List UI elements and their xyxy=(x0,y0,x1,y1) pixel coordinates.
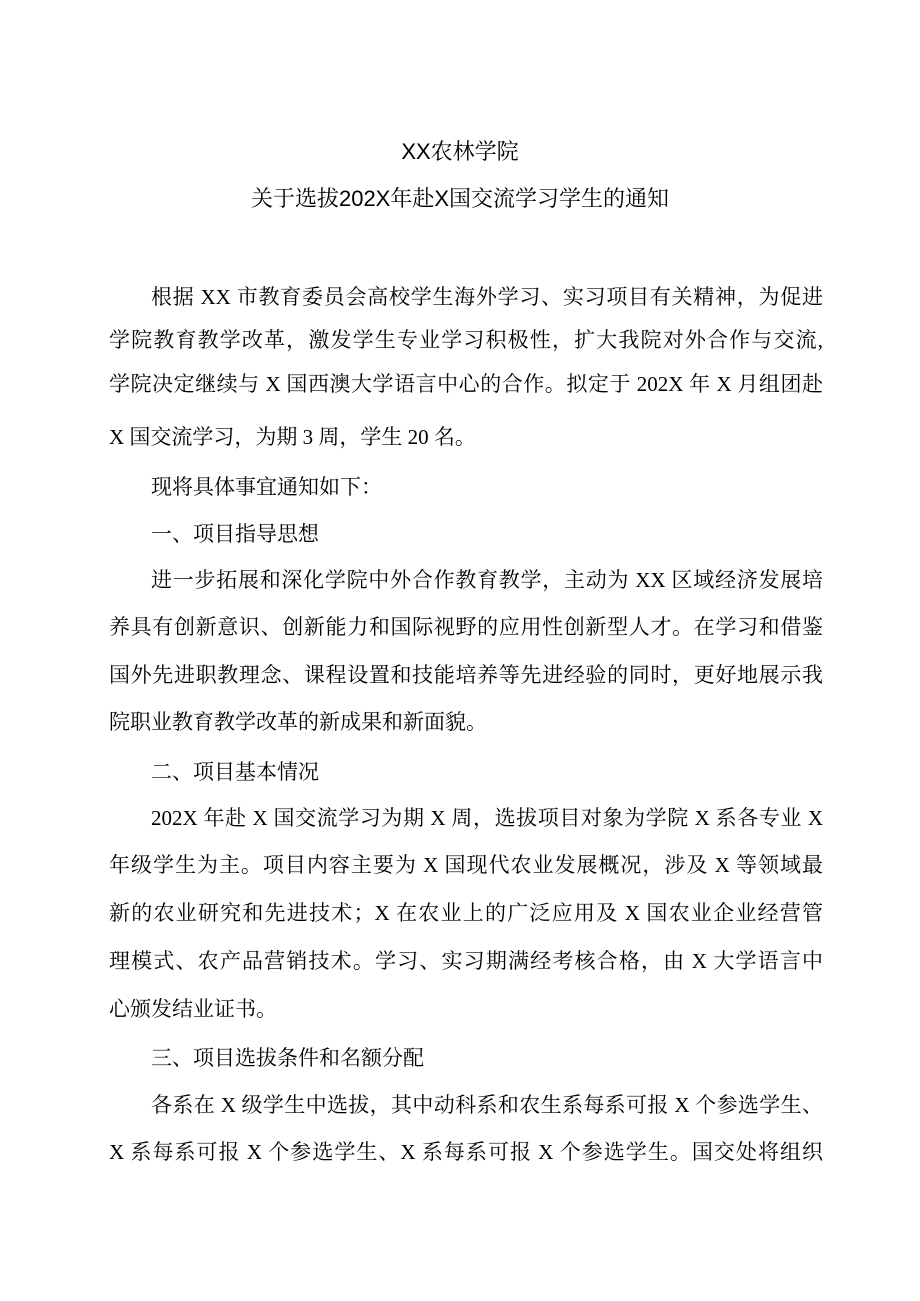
paragraph-line: 年级学生为主。项目内容主要为 X 国现代农业发展概况，涉及 X 等领域最 xyxy=(109,853,823,877)
paragraph-line: 心颁发结业证书。 xyxy=(109,997,277,1021)
school-name: XX农林学院 xyxy=(401,139,519,164)
paragraph-line: 根据 XX 市教育委员会高校学生海外学习、实习项目有关精神，为促进 xyxy=(151,285,823,309)
section-heading: 三、项目选拔条件和名额分配 xyxy=(151,1046,424,1070)
paragraph-line: 现将具体事宜通知如下： xyxy=(151,475,382,499)
paragraph-line: 学院教育教学改革，激发学生专业学习积极性，扩大我院对外合作与交流, xyxy=(109,328,823,352)
paragraph-line: 新的农业研究和先进技术；X 在农业上的广泛应用及 X 国农业企业经营管 xyxy=(109,901,823,925)
paragraph-line: 进一步拓展和深化学院中外合作教育教学，主动为 XX 区域经济发展培 xyxy=(151,568,823,592)
notice-title: 关于选拔202X年赴X国交流学习学生的通知 xyxy=(250,186,670,211)
paragraph-line: 养具有创新意识、创新能力和国际视野的应用性创新型人才。在学习和借鉴 xyxy=(109,615,823,639)
paragraph-line: 理模式、农产品营销技术。学习、实习期满经考核合格，由 X 大学语言中 xyxy=(109,949,823,973)
paragraph-line: X 国交流学习，为期 3 周，学生 20 名。 xyxy=(109,425,476,449)
section-heading: 二、项目基本情况 xyxy=(151,760,319,784)
paragraph-line: 学院决定继续与 X 国西澳大学语言中心的合作。拟定于 202X 年 X 月组团赴 xyxy=(109,372,823,396)
paragraph-line: X 系每系可报 X 个参选学生、X 系每系可报 X 个参选学生。国交处将组织 xyxy=(109,1140,823,1164)
paragraph-line: 国外先进职教理念、课程设置和技能培养等先进经验的同时，更好地展示我 xyxy=(109,663,823,687)
paragraph-line: 各系在 X 级学生中选拔，其中动科系和农生系每系可报 X 个参选学生、 xyxy=(151,1093,823,1117)
paragraph-line: 院职业教育教学改革的新成果和新面貌。 xyxy=(109,710,487,734)
paragraph-line: 202X 年赴 X 国交流学习为期 X 周，选拔项目对象为学院 X 系各专业 X xyxy=(151,806,823,830)
section-heading: 一、项目指导思想 xyxy=(151,522,319,546)
